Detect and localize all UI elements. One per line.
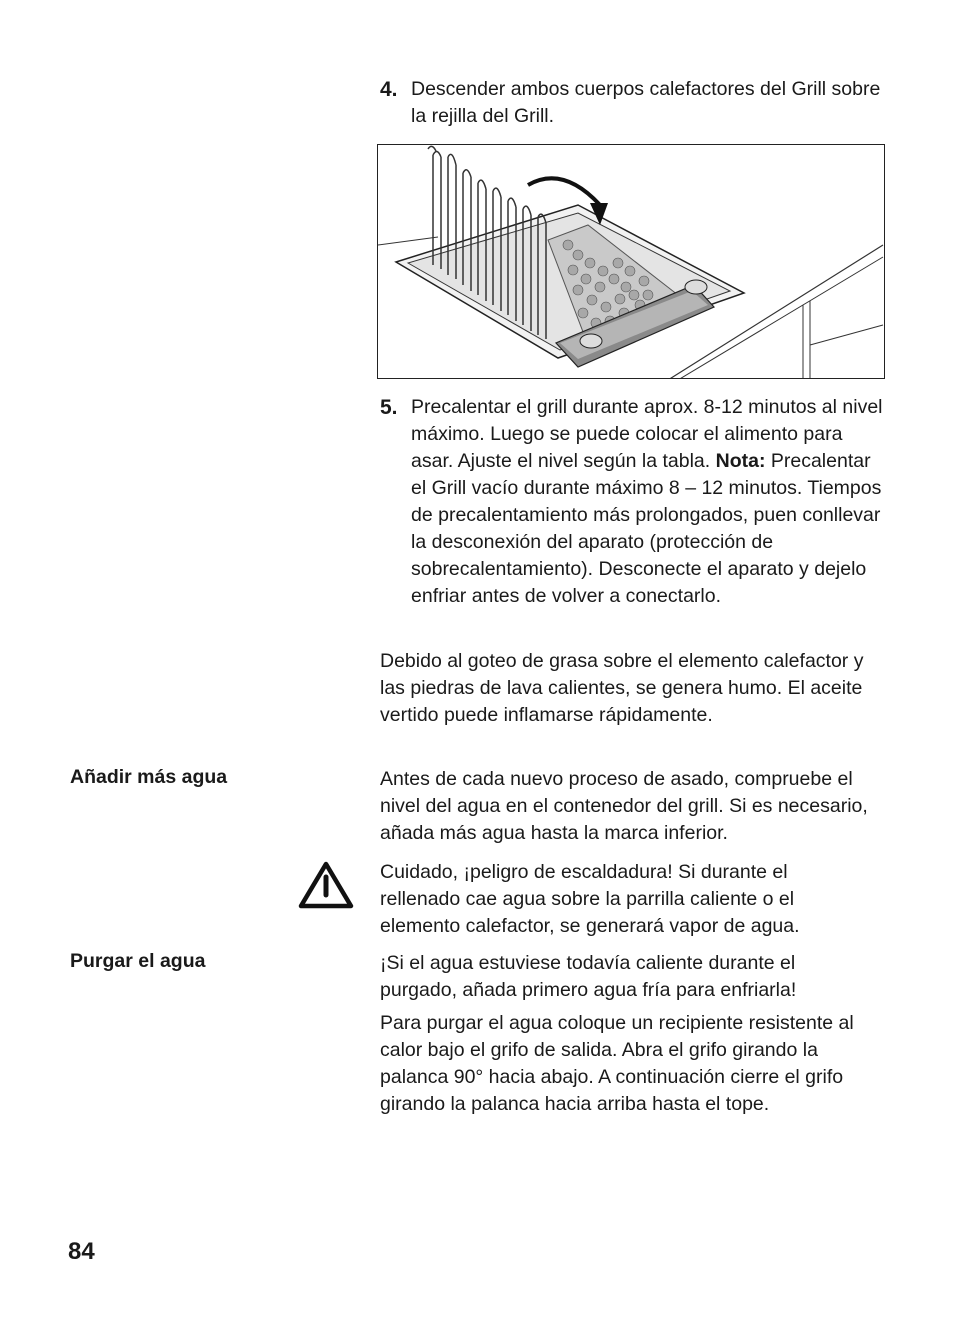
step-4	[380, 76, 890, 130]
add-water-text: Antes de cada nuevo proceso de asado, compruebe el nivel del agua en el contenedor del grill. Si es necesario, añada más agua hasta la marca inferior.	[380, 768, 868, 844]
note-text: Precalentar el Grill vacío durante máximo 8 – 12 minutos. Tiempos de precalentamiento más prolongados, puen conllevar la desconexión del aparato (protección de sobrecalentamiento). Desconecte el aparato y dejelo enfriar antes de volver a conectarlo.	[411, 450, 882, 607]
step-number: 5.	[380, 396, 398, 419]
drain-procedure-text: Para purgar el agua coloque un recipiente resistente al calor bajo el grifo de salida. Abra el grifo girando la palanca 90° hacia abajo. A continuación cierre el grifo girando la palanca hacia arriba hasta el tope.	[380, 1012, 854, 1115]
step-text: Descender ambos cuerpos calefactores del Grill sobre la rejilla del Grill.	[411, 78, 881, 127]
smoke-warning-paragraph: Debido al goteo de grasa sobre el elemento calefactor y las piedras de lava calientes, se genera humo. El aceite vertido puede inflamarse rápidamente.	[380, 650, 864, 726]
drain-hot-water-text: ¡Si el agua estuviese todavía caliente durante el purgado, añada primero agua fría para enfriarla!	[380, 952, 797, 1001]
step-5	[380, 394, 890, 610]
note-label: Nota:	[715, 450, 766, 472]
section-heading-add-water: Añadir más agua	[70, 766, 228, 788]
section-heading-drain-water: Purgar el agua	[70, 950, 206, 972]
grill-illustration	[377, 144, 885, 379]
page-number: 84	[68, 1238, 95, 1265]
step-text	[411, 394, 890, 610]
scald-warning-text: Cuidado, ¡peligro de escaldadura! Si durante el rellenado cae agua sobre la parrilla caliente o el elemento calefactor, se generará vapor de agua.	[380, 861, 800, 937]
step-number: 4.	[380, 78, 398, 101]
step-main-text: Precalentar el grill durante aprox. 8-12 minutos al nivel máximo. Luego se puede colocar el alimento para asar. Ajuste el nivel según la tabla.	[411, 396, 883, 472]
warning-triangle-icon	[298, 860, 354, 910]
